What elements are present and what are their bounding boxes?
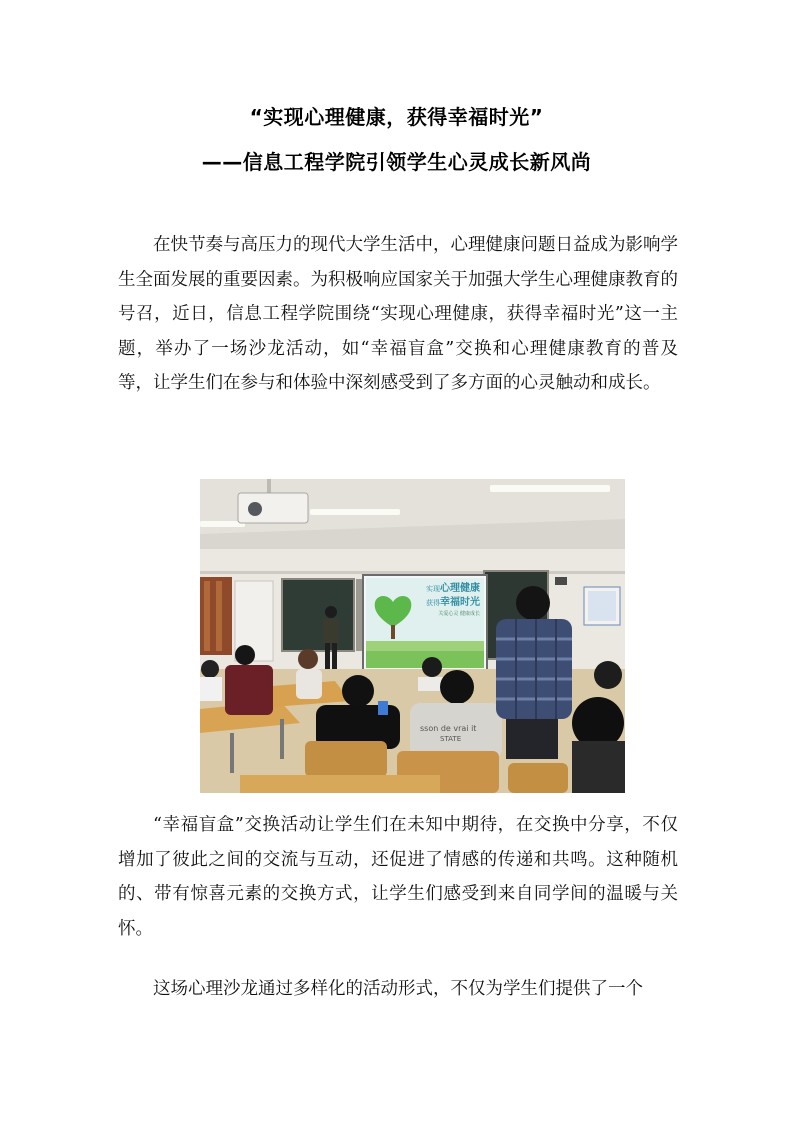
shirt-text-1: sson de vrai it	[420, 724, 477, 733]
event-photo	[200, 479, 625, 793]
page-title: “实现心理健康，获得幸福时光”	[249, 105, 544, 129]
shirt-text-2: STATE	[440, 735, 462, 743]
page-subtitle: ——信息工程学院引领学生心灵成长新风尚	[201, 150, 592, 174]
chair	[305, 741, 387, 777]
screen-text	[372, 582, 480, 619]
presenter	[323, 619, 339, 643]
ceiling-light	[310, 509, 400, 515]
screen-title-1: 心理健康	[440, 583, 480, 594]
chair	[508, 763, 568, 793]
screen-prefix-1: 实现	[426, 585, 440, 593]
phone-icon	[378, 701, 388, 715]
paragraph-intro: 在快节奏与高压力的现代大学生活中，心理健康问题日益成为影响学生全面发展的重要因素。为积极响应国家关于加强大学生心理健康教育的号召，近日，信息工程学院围绕“实现心理健康，获得幸福时光”这一主题，举办了一场沙龙活动，如“幸福盲盒”交换和心理健康教育的普及等，让学生们在参与和体验中深刻感受到了多方面的心灵触动和成长。	[118, 235, 678, 393]
screen-title-2: 幸福时光	[440, 597, 480, 608]
standing-student	[496, 619, 572, 719]
paragraph-blind-box: “幸福盲盒”交换活动让学生们在未知中期待，在交换中分享，不仅增加了彼此之间的交流与互动，还促进了情感的传递和共鸣。这种随机的、带有惊喜元素的交换方式，让学生们感受到来自同学间的温暖与关怀。	[118, 815, 678, 939]
paragraph-salon: 这场心理沙龙通过多样化的活动形式，不仅为学生们提供了一个	[153, 979, 643, 999]
student-head	[516, 586, 550, 620]
ceiling-light	[490, 485, 610, 492]
screen-prefix-2: 获得	[426, 599, 440, 607]
student	[225, 665, 273, 715]
student-head	[342, 675, 374, 707]
chalkboard	[282, 579, 354, 651]
desk-front	[240, 775, 440, 793]
screen-caption: 关爱心灵 健康成长	[438, 611, 480, 617]
student	[296, 669, 322, 699]
